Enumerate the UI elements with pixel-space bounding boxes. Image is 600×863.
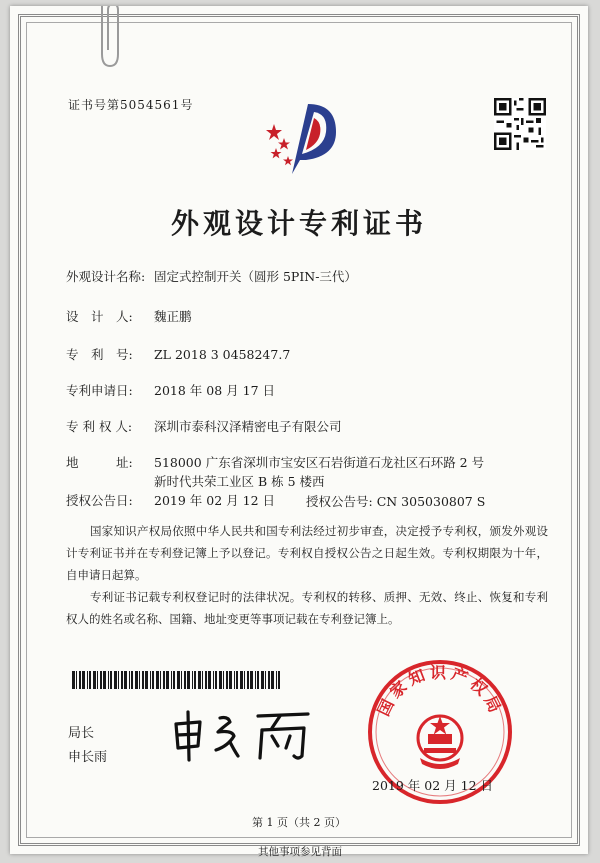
grant-date: 2019 年 02 月 12 日 [154,493,275,508]
paperclip-icon [92,6,128,72]
address-line1: 518000 广东省深圳市宝安区石岩街道石龙社区石环路 2 号 [154,455,485,470]
design-name-row [66,268,357,286]
design-name-label: 外观设计名称: [66,269,146,284]
patentee: 深圳市泰科汉泽精密电子有限公司 [154,419,342,434]
designer: 魏正鹏 [154,309,192,324]
filing-date-row [66,382,275,400]
grant-no-label: 授权公告号: [306,494,373,509]
designer-label: 设 计 人: [66,309,133,324]
address-label: 地 址: [66,455,133,470]
director-title: 局长 [68,726,95,741]
seal-text: 国家知识产权局 [373,663,507,719]
filing-date-label: 专利申请日: [66,383,133,398]
legal-status-paragraph: 专利证书记载专利权登记时的法律状况。专利权的转移、质押、无效、终止、恢复和专利权人的姓名或名称、国籍、地址变更等事项记载在专利登记簿上。 [66,590,548,626]
footer-note: 其他事项参见背面 [258,846,342,858]
grant-no: CN 305030807 S [376,494,486,509]
designer-row [66,308,192,326]
patent-no: ZL 2018 3 0458247.7 [154,347,291,362]
design-name: 固定式控制开关（圆形 5PIN-三代） [154,269,357,284]
patent-no-row [66,346,290,364]
grant-date-label: 授权公告日: [66,493,133,508]
seal-date: 2019 年 02 月 12 日 [372,778,493,793]
filing-date: 2018 年 08 月 17 日 [154,383,275,398]
page-number: 第 1 页（共 2 页） [252,816,346,829]
qr-code-icon [494,98,546,150]
svg-text:国家知识产权局 [374,663,507,719]
cnipa-logo-icon [262,94,352,184]
patentee-row [66,418,342,436]
grant-date-row [66,492,275,510]
barcode-icon [72,671,282,689]
grant-statement-paragraph: 国家知识产权局依照中华人民共和国专利法经过初步审查，决定授予专利权，颁发外观设计专利证书并在专利登记簿上予以登记。专利权自授权公告之日起生效。专利权期限为十年，自申请日起算。 [66,524,548,582]
grant-no-group [306,492,485,510]
director-name: 申长雨 [68,750,108,765]
address-line2: 新时代共荣工业区 B 栋 5 楼西 [154,474,325,489]
certificate-sheet [10,6,588,854]
certificate-number: 证书号第5054561号 [68,98,194,112]
address-row [66,454,484,472]
patentee-label: 专 利 权 人: [66,419,133,434]
certificate-title: 外观设计专利证书 [170,207,427,240]
patent-no-label: 专 利 号: [66,347,133,362]
director-signature-icon [168,706,318,762]
